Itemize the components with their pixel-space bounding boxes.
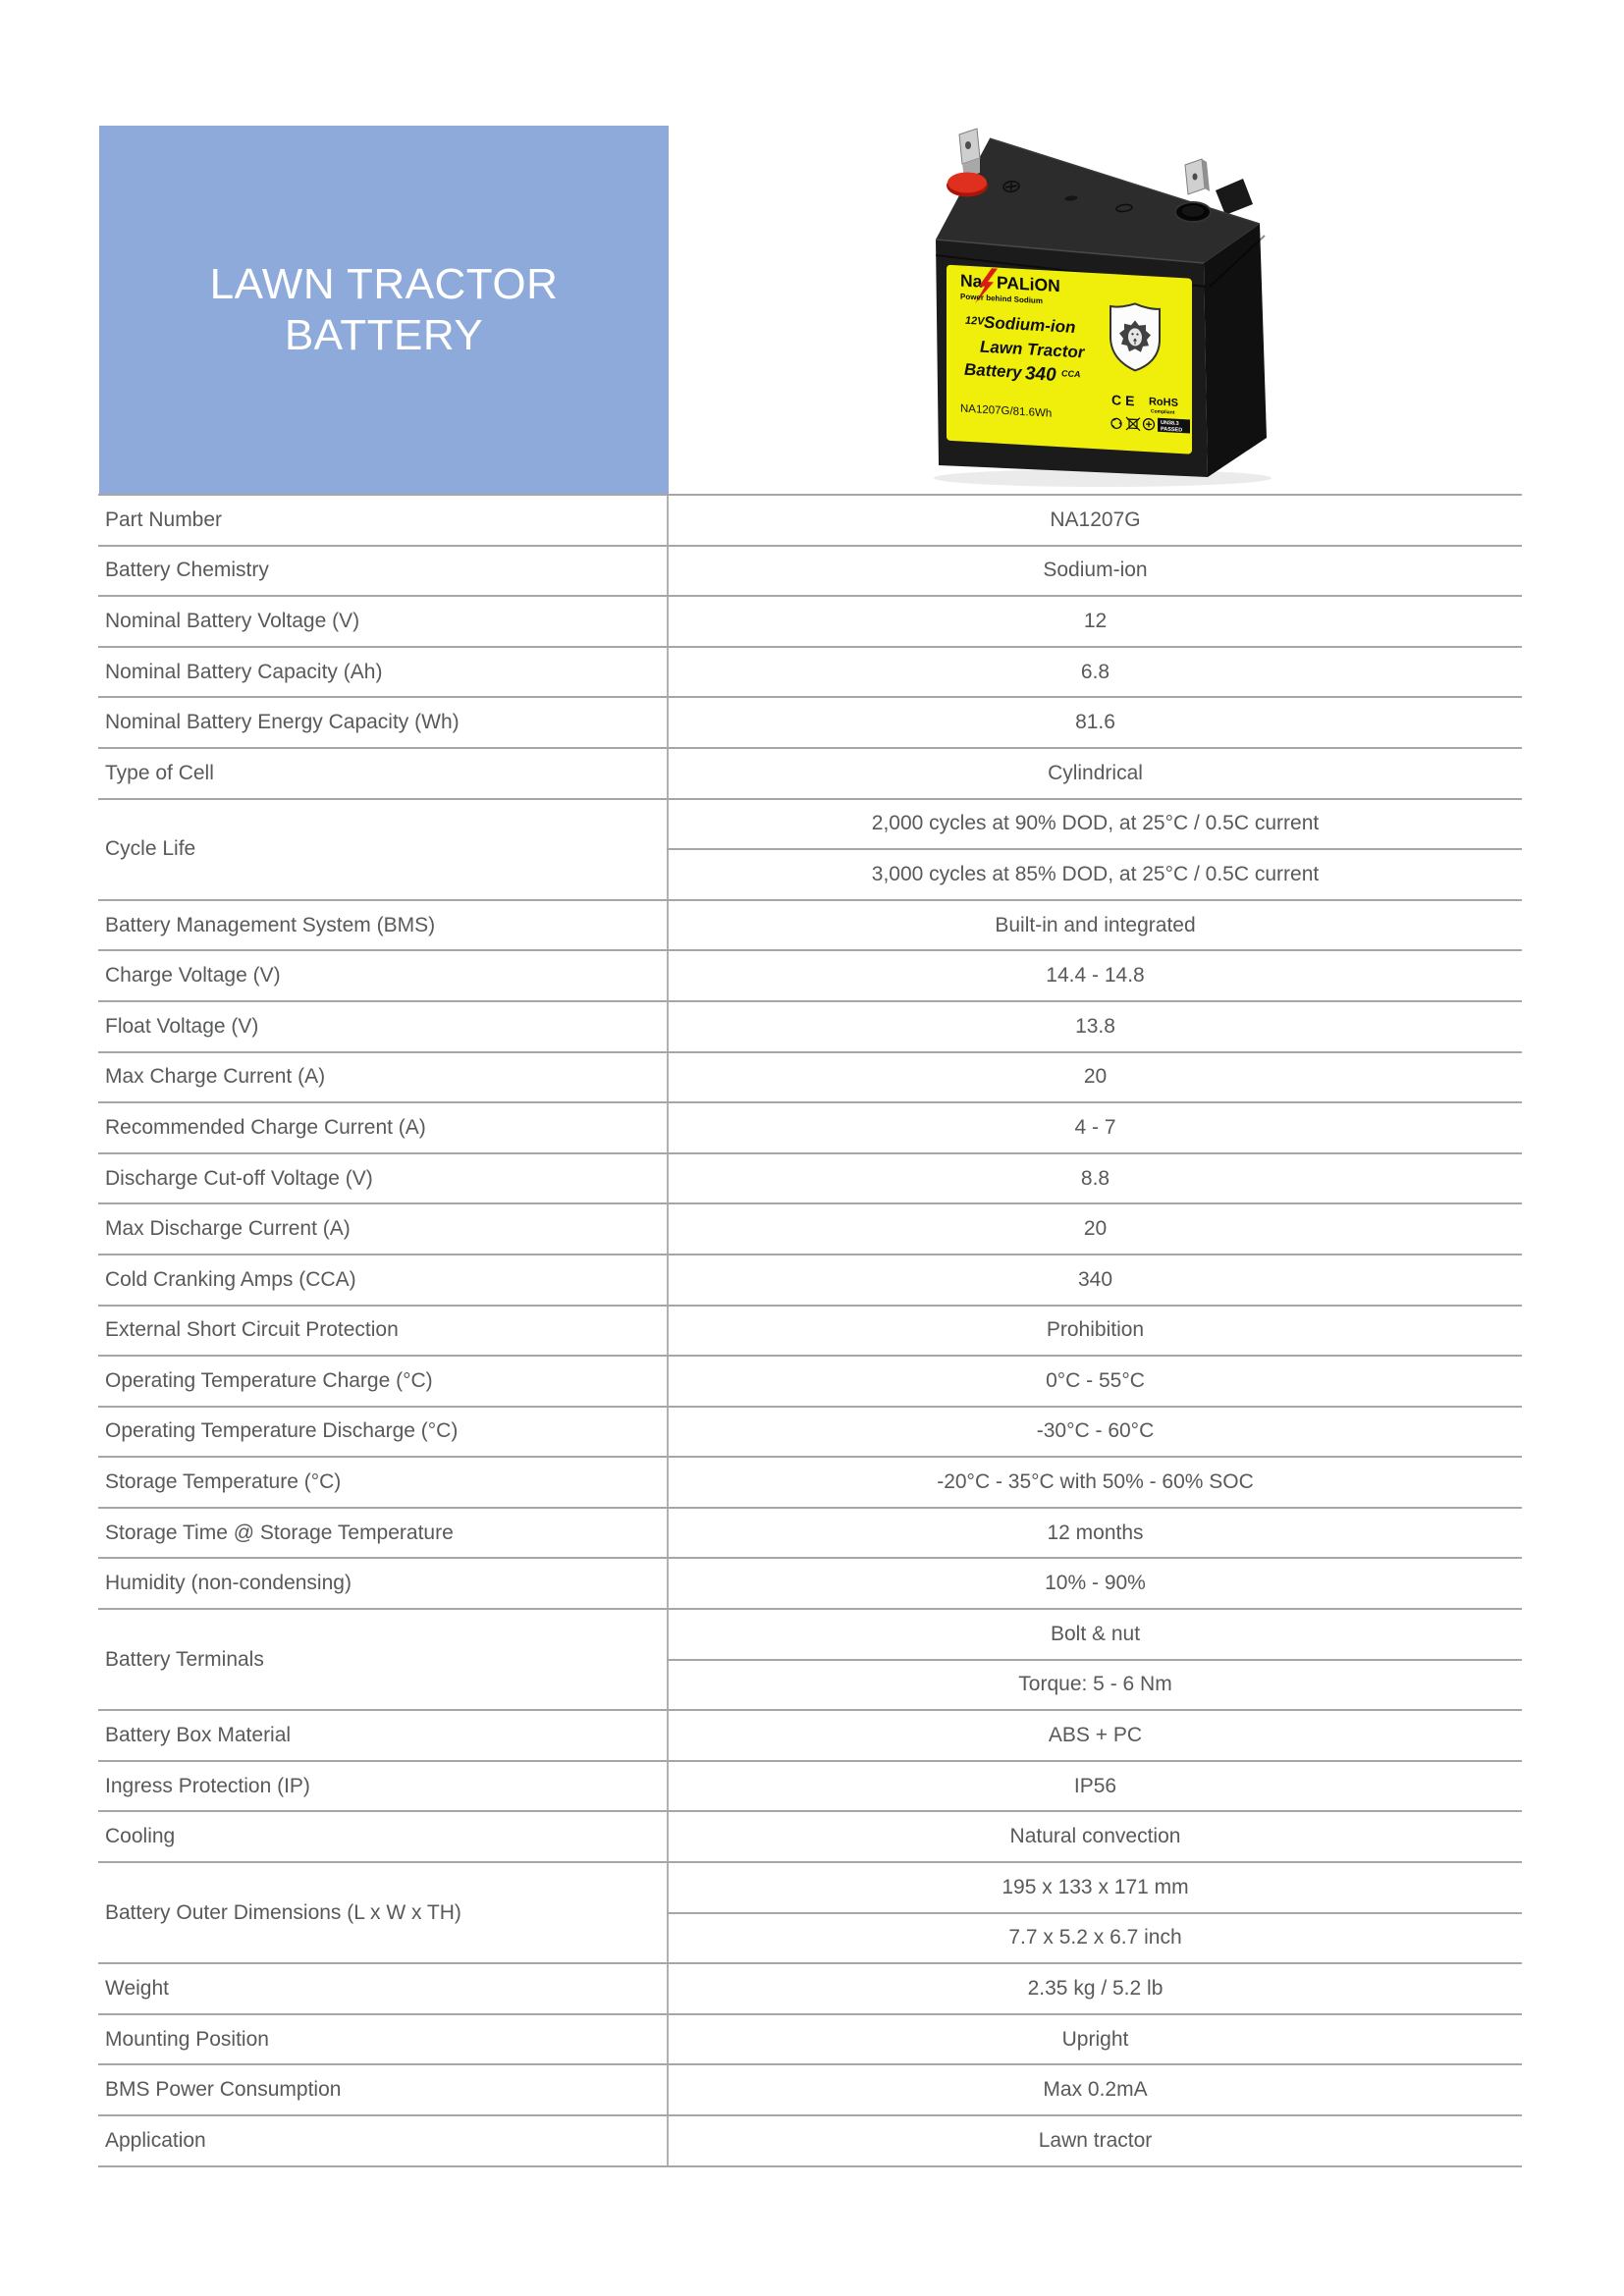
table-row [98, 1407, 1522, 1458]
spec-value: 14.4 - 14.8 [668, 950, 1522, 1001]
table-row [98, 1811, 1522, 1862]
spec-label: Weight [98, 1963, 668, 2014]
table-row [98, 950, 1522, 1001]
spec-value: 81.6 [668, 697, 1522, 748]
table-row [98, 647, 1522, 698]
product-photo [882, 114, 1327, 495]
table-row [98, 799, 1522, 850]
table-row [98, 697, 1522, 748]
spec-value: 2.35 kg / 5.2 lb [668, 1963, 1522, 2014]
spec-label: Type of Cell [98, 748, 668, 799]
spec-table-body [98, 495, 1522, 2166]
brand-na: Na [960, 270, 983, 292]
label-cca-value: 340 [1025, 363, 1056, 386]
spec-value: Max 0.2mA [668, 2064, 1522, 2115]
brand-palion: PALiON [997, 272, 1060, 296]
table-row [98, 495, 1522, 546]
spec-value: Lawn tractor [668, 2115, 1522, 2166]
rohs-mark: RoHS [1149, 396, 1178, 409]
spec-label: Cold Cranking Amps (CCA) [98, 1255, 668, 1306]
brand-tagline: Power behind Sodium [960, 292, 1043, 306]
spec-label: Cycle Life [98, 799, 668, 900]
ce-mark: CE [1111, 392, 1139, 409]
table-row [98, 596, 1522, 647]
label-battery-word: Battery [964, 359, 1022, 382]
spec-label: Discharge Cut-off Voltage (V) [98, 1153, 668, 1204]
battery-label [947, 265, 1192, 454]
label-chemistry: Sodium-ion [984, 312, 1076, 338]
spec-value: Natural convection [668, 1811, 1522, 1862]
spec-label: Battery Management System (BMS) [98, 900, 668, 951]
negative-terminal [1175, 159, 1211, 222]
un-mark-line1: UN38.3 [1161, 419, 1179, 427]
spec-label: Part Number [98, 495, 668, 546]
spec-label: Ingress Protection (IP) [98, 1761, 668, 1812]
spec-label: Float Voltage (V) [98, 1001, 668, 1052]
table-row [98, 1001, 1522, 1052]
table-row [98, 1306, 1522, 1357]
table-row [98, 1862, 1522, 1913]
page-title-line2: BATTERY [284, 310, 484, 359]
spec-value: Upright [668, 2014, 1522, 2065]
spec-label: Storage Time @ Storage Temperature [98, 1508, 668, 1559]
spec-value: 195 x 133 x 171 mm [668, 1862, 1522, 1913]
spec-label: Operating Temperature Discharge (°C) [98, 1407, 668, 1458]
label-application: Lawn Tractor [980, 337, 1085, 362]
spec-label: Storage Temperature (°C) [98, 1457, 668, 1508]
spec-value: 10% - 90% [668, 1558, 1522, 1609]
table-row [98, 1052, 1522, 1103]
table-row [98, 546, 1522, 597]
spec-value: 12 [668, 596, 1522, 647]
spec-value: 20 [668, 1203, 1522, 1255]
spec-value: Cylindrical [668, 748, 1522, 799]
table-row [98, 1710, 1522, 1761]
spec-label: Nominal Battery Energy Capacity (Wh) [98, 697, 668, 748]
spec-label: Battery Outer Dimensions (L x W x TH) [98, 1862, 668, 1963]
table-row [98, 1609, 1522, 1660]
label-voltage: 12V [965, 314, 985, 328]
label-cca-unit: CCA [1061, 368, 1081, 380]
spec-value: 0°C - 55°C [668, 1356, 1522, 1407]
spec-value: 4 - 7 [668, 1102, 1522, 1153]
spec-value: Torque: 5 - 6 Nm [668, 1660, 1522, 1711]
spec-label: Mounting Position [98, 2014, 668, 2065]
spec-label: BMS Power Consumption [98, 2064, 668, 2115]
table-row [98, 1558, 1522, 1609]
spec-label: Humidity (non-condensing) [98, 1558, 668, 1609]
rohs-compliant: Compliant [1151, 408, 1175, 416]
spec-value: 13.8 [668, 1001, 1522, 1052]
table-row [98, 1102, 1522, 1153]
table-row [98, 1255, 1522, 1306]
battery-rear-clip [1216, 179, 1253, 215]
spec-value: Built-in and integrated [668, 900, 1522, 951]
table-row [98, 1356, 1522, 1407]
spec-value: 8.8 [668, 1153, 1522, 1204]
un-mark-line2: PASSED [1161, 426, 1183, 434]
spec-value: 7.7 x 5.2 x 6.7 inch [668, 1913, 1522, 1964]
spec-label: Nominal Battery Voltage (V) [98, 596, 668, 647]
spec-value: ABS + PC [668, 1710, 1522, 1761]
table-row [98, 1153, 1522, 1204]
spec-label: Recommended Charge Current (A) [98, 1102, 668, 1153]
spec-label: Operating Temperature Charge (°C) [98, 1356, 668, 1407]
spec-value: Sodium-ion [668, 546, 1522, 597]
table-row [98, 1508, 1522, 1559]
spec-label: Charge Voltage (V) [98, 950, 668, 1001]
table-row [98, 1963, 1522, 2014]
spec-value: 20 [668, 1052, 1522, 1103]
spec-label: Nominal Battery Capacity (Ah) [98, 647, 668, 698]
un383-mark [1158, 418, 1190, 434]
spec-value: -20°C - 35°C with 50% - 60% SOC [668, 1457, 1522, 1508]
battery-illustration [882, 114, 1327, 495]
table-row [98, 900, 1522, 951]
spec-table [98, 494, 1522, 2167]
table-row [98, 2064, 1522, 2115]
spec-label: Battery Chemistry [98, 546, 668, 597]
table-row [98, 1761, 1522, 1812]
label-model-energy: NA1207G/81.6Wh [960, 402, 1053, 420]
table-row [98, 2014, 1522, 2065]
spec-value: 2,000 cycles at 90% DOD, at 25°C / 0.5C current [668, 799, 1522, 850]
spec-value: 12 months [668, 1508, 1522, 1559]
spec-label: Application [98, 2115, 668, 2166]
spec-label: Max Discharge Current (A) [98, 1203, 668, 1255]
spec-value: IP56 [668, 1761, 1522, 1812]
spec-label: Cooling [98, 1811, 668, 1862]
spec-label: Battery Box Material [98, 1710, 668, 1761]
spec-label: Battery Terminals [98, 1609, 668, 1710]
spec-label: External Short Circuit Protection [98, 1306, 668, 1357]
table-row [98, 748, 1522, 799]
spec-value: 3,000 cycles at 85% DOD, at 25°C / 0.5C current [668, 849, 1522, 900]
page-title-line1: LAWN TRACTOR [209, 259, 559, 308]
table-row [98, 2115, 1522, 2166]
spec-label: Max Charge Current (A) [98, 1052, 668, 1103]
spec-value: 6.8 [668, 647, 1522, 698]
title-box [99, 126, 669, 494]
spec-value: -30°C - 60°C [668, 1407, 1522, 1458]
spec-value: NA1207G [668, 495, 1522, 546]
table-row [98, 1203, 1522, 1255]
spec-value: Bolt & nut [668, 1609, 1522, 1660]
spec-value: 340 [668, 1255, 1522, 1306]
spec-value: Prohibition [668, 1306, 1522, 1357]
table-row [98, 1457, 1522, 1508]
